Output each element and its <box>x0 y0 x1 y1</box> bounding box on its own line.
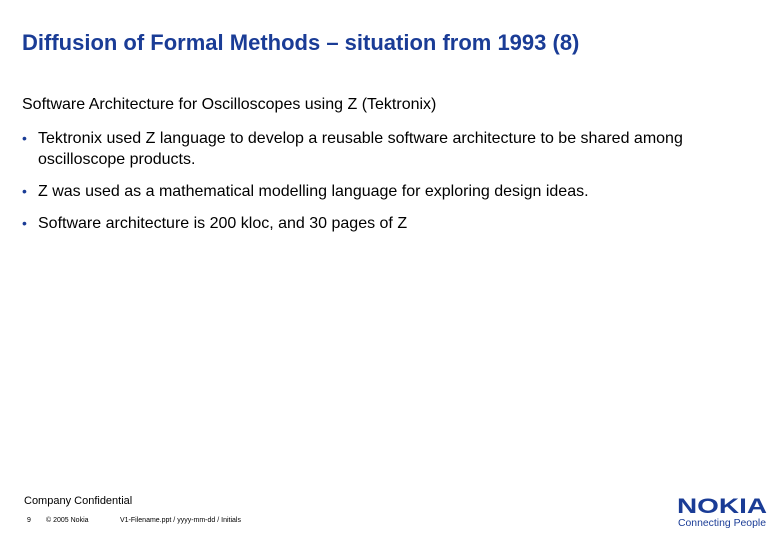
bullet-item <box>22 213 762 234</box>
nokia-logo <box>676 493 768 529</box>
bullet-text: Tektronix used Z language to develop a reusable software architecture to be shared among oscilloscope products. <box>38 130 683 168</box>
bullet-item <box>22 128 762 170</box>
bullet-marker: • <box>22 183 27 199</box>
bullet-marker: • <box>22 130 27 146</box>
page-number: 9 <box>27 517 31 524</box>
file-info: V1-Filename.ppt / yyyy-mm-dd / Initials <box>120 517 241 524</box>
slide-title: Diffusion of Formal Methods – situation from 1993 (8) <box>22 30 580 55</box>
bullet-list <box>22 128 762 245</box>
slide-subtitle: Software Architecture for Oscilloscopes using Z (Tektronix) <box>22 96 437 113</box>
company-confidential-label: Company Confidential <box>24 495 133 507</box>
bullet-item <box>22 181 762 202</box>
bullet-text: Software architecture is 200 kloc, and 30 pages of Z <box>38 215 408 232</box>
logo-tagline: Connecting People <box>678 517 767 529</box>
bullet-text: Z was used as a mathematical modelling language for exploring design ideas. <box>38 183 589 200</box>
logo-brand: NOKIA <box>677 495 767 518</box>
copyright-notice: © 2005 Nokia <box>46 517 89 524</box>
bullet-marker: • <box>22 215 27 231</box>
